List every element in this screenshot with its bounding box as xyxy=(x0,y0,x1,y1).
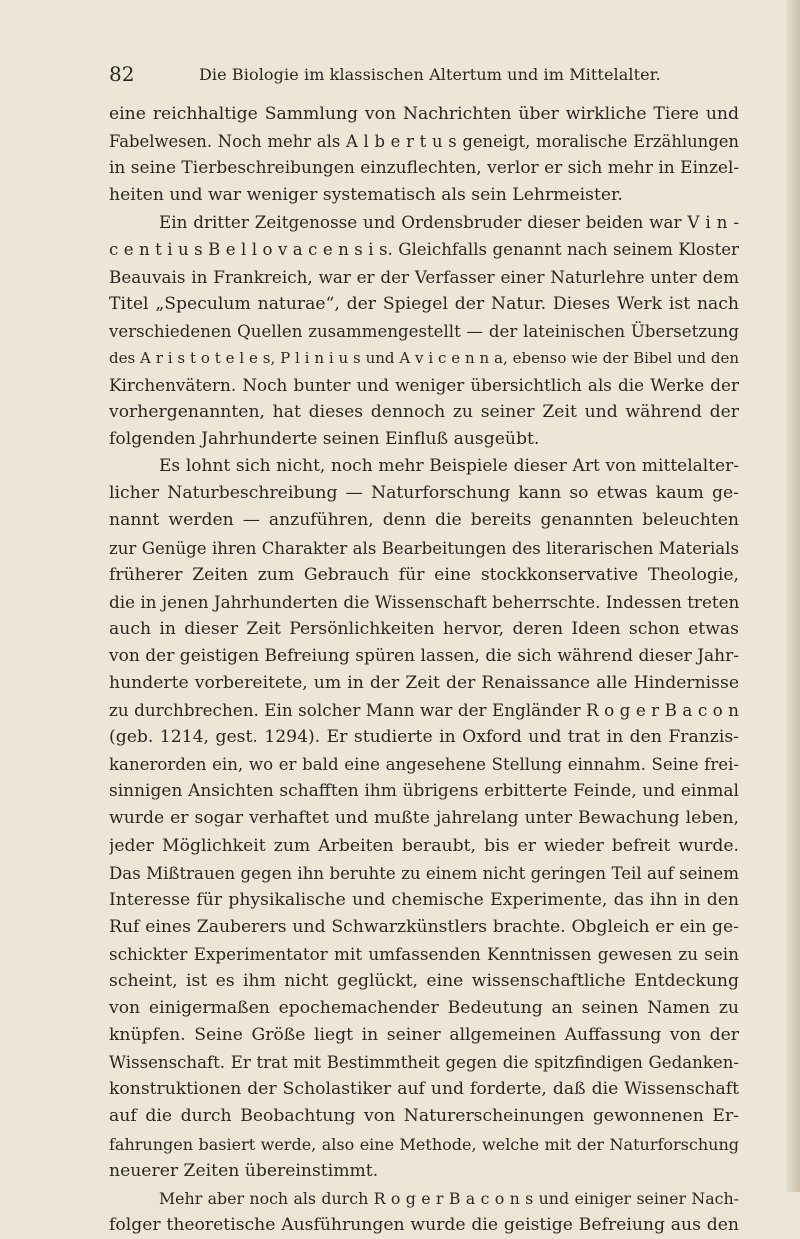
text-line: von einigermaßen epochemachender Bedeutung an seinen Namen zu xyxy=(109,998,739,1019)
text-line: jeder Möglichkeit zum Arbeiten beraubt, bis er wieder befreit wurde. xyxy=(109,835,739,856)
text-line: nannt werden — anzuführen, denn die bereits genannten beleuchten xyxy=(109,510,739,531)
text-line: die in jenen Jahrhunderten die Wissenschaft beherrschte. Indessen treten xyxy=(109,591,739,612)
text-line: eine reichhaltige Sammlung von Nachrichten über wirkliche Tiere und xyxy=(109,104,739,124)
text-line: Titel „Speculum naturae“, der Spiegel der Natur. Dieses Werk ist nach xyxy=(109,293,739,314)
text-line: folger theoretische Ausführungen wurde die geistige Befreiung aus den xyxy=(109,1214,739,1235)
page-edge xyxy=(786,0,800,1192)
text-line: heiten und war weniger systematisch als sein Lehrmeister. xyxy=(109,185,623,206)
text-line: zur Genüge ihren Charakter als Bearbeitungen des literarischen Materials xyxy=(109,538,739,558)
text-line: c e n t i u s B e l l o v a c e n s i s. Gleichfalls genannt nach seinem Kloster xyxy=(109,240,739,260)
text-line: schickter Experimentator mit umfassenden Kenntnissen gewesen zu sein xyxy=(109,943,739,964)
text-line: Das Mißtrauen gegen ihn beruhte zu einem nicht geringen Teil auf seinem xyxy=(109,863,739,883)
text-line: von der geistigen Befreiung spüren lassen, die sich während dieser Jahr- xyxy=(109,645,739,666)
text-line: hunderte vorbereitete, um in der Zeit der Renaissance alle Hindernisse xyxy=(109,672,739,693)
text-line: fahrungen basiert werde, also eine Methode, welche mit der Naturforschung xyxy=(109,1134,739,1154)
text-line: früherer Zeiten zum Gebrauch für eine stockkonservative Theologie, xyxy=(109,564,739,585)
text-line: Kirchenvätern. Noch bunter und weniger übersichtlich als die Werke der xyxy=(109,374,739,395)
text-line: wurde er sogar verhaftet und mußte jahrelang unter Bewachung leben, xyxy=(109,808,739,829)
text-line: Mehr aber noch als durch R o g e r B a c o n s und einiger seiner Nach- xyxy=(159,1188,739,1208)
text-line: konstruktionen der Scholastiker auf und forderte, daß die Wissenschaft xyxy=(109,1079,739,1100)
text-line: Wissenschaft. Er trat mit Bestimmtheit gegen die spitzfindigen Gedanken- xyxy=(109,1053,739,1073)
text-line: licher Naturbeschreibung — Naturforschung kann so etwas kaum ge- xyxy=(109,483,739,504)
text-line: Beauvais in Frankreich, war er der Verfasser einer Naturlehre unter dem xyxy=(109,266,739,287)
text-line: Fabelwesen. Noch mehr als A l b e r t u s geneigt, moralische Erzählungen xyxy=(109,132,739,152)
text-line: folgenden Jahrhunderte seinen Einfluß ausgeübt. xyxy=(109,429,540,450)
text-line: vorhergenannten, hat dieses dennoch zu seiner Zeit und während der xyxy=(109,402,739,423)
text-line: zu durchbrechen. Ein solcher Mann war der Engländer R o g e r B a c o n xyxy=(109,700,739,721)
text-line: in seine Tierbeschreibungen einzuflechten, verlor er sich mehr in Einzel- xyxy=(109,158,739,179)
text-line: sinnigen Ansichten schafften ihm übrigens erbitterte Feinde, und einmal xyxy=(109,781,739,802)
body-text xyxy=(109,101,739,1239)
text-line: auch in dieser Zeit Persönlichkeiten hervor, deren Ideen schon etwas xyxy=(109,618,739,639)
text-line: kanerorden ein, wo er bald eine angesehene Stellung einnahm. Seine frei- xyxy=(109,755,739,775)
text-line: verschiedenen Quellen zusammengestellt — der lateinischen Übersetzung xyxy=(109,321,739,341)
text-line: des A r i s t o t e l e s, P l i n i u s und A v i c e n n a, ebenso wie der Bibel und den xyxy=(109,348,739,367)
text-line: Ein dritter Zeitgenosse und Ordensbruder dieser beiden war V i n - xyxy=(159,212,739,233)
text-line: Ruf eines Zauberers und Schwarzkünstlers brachte. Obgleich er ein ge- xyxy=(109,916,739,937)
page-number: 82 xyxy=(109,62,135,86)
text-line: neuerer Zeiten übereinstimmt. xyxy=(109,1160,379,1181)
text-line: scheint, ist es ihm nicht geglückt, eine wissenschaftliche Entdeckung xyxy=(109,971,739,991)
text-line: auf die durch Beobachtung von Naturerscheinungen gewonnenen Er- xyxy=(109,1106,739,1127)
text-line: Es lohnt sich nicht, noch mehr Beispiele dieser Art von mittelalter- xyxy=(159,456,739,477)
text-line: (geb. 1214, gest. 1294). Er studierte in Oxford und trat in den Franzis- xyxy=(109,727,739,748)
running-title: Die Biologie im klassischen Altertum und im Mittelalter. xyxy=(199,65,661,84)
page-header xyxy=(109,60,739,88)
text-line: knüpfen. Seine Größe liegt in seiner allgemeinen Auffassung von der xyxy=(109,1025,739,1046)
text-line: Interesse für physikalische und chemische Experimente, das ihn in den xyxy=(109,889,739,910)
